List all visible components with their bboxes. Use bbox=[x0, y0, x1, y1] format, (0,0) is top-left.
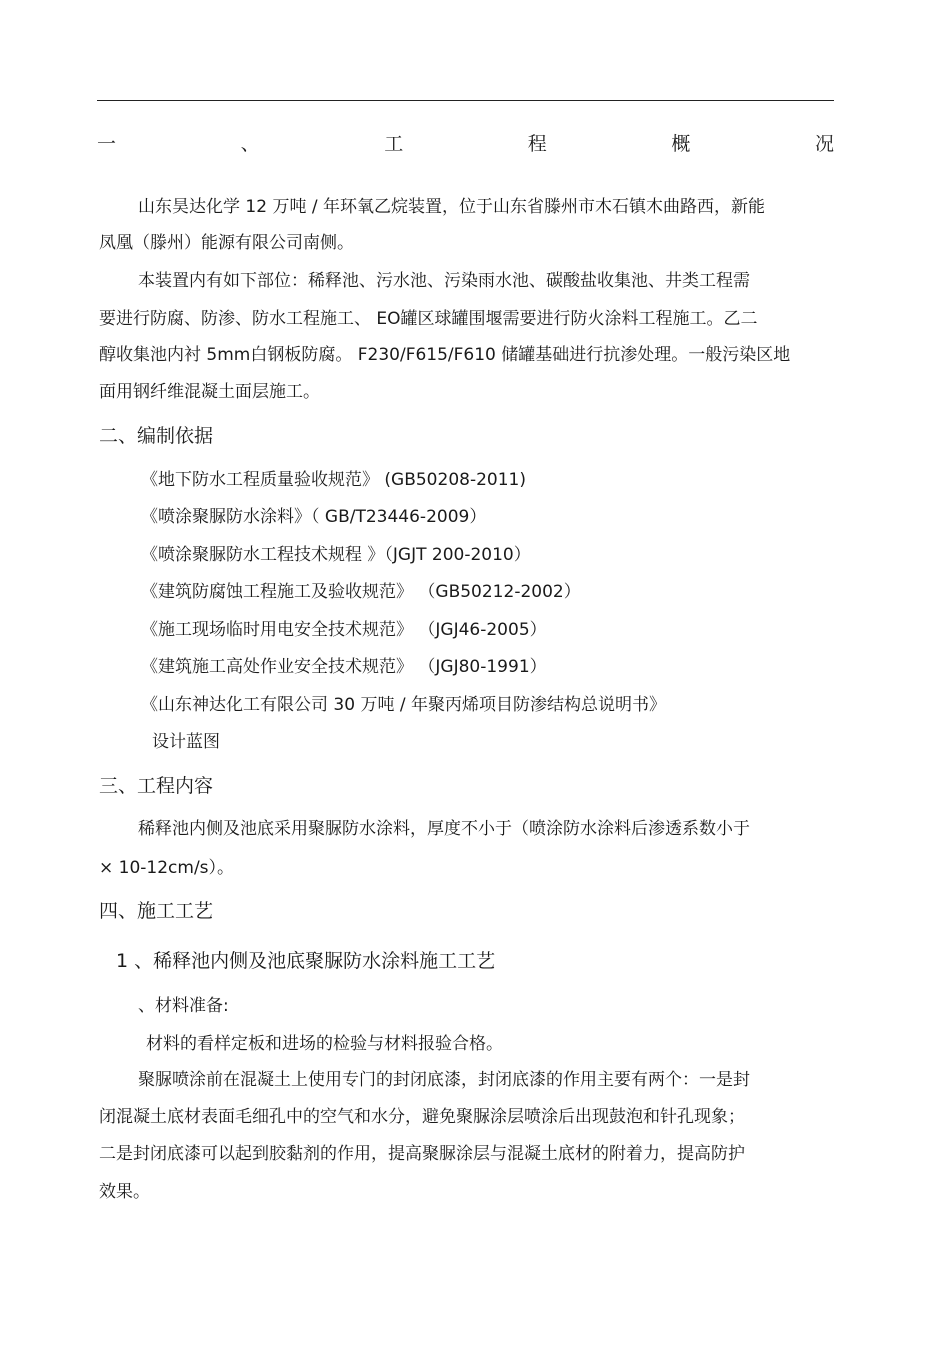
title-char: 概 bbox=[671, 133, 691, 155]
title-char: 况 bbox=[814, 133, 834, 155]
reference-item: 《施工现场临时用电安全技术规范》 （JGJ46-2005） bbox=[141, 620, 547, 640]
primer-line2: 闭混凝土底材表面毛细孔中的空气和水分，避免聚脲涂层喷涂后出现鼓泡和针孔现象； bbox=[99, 1107, 745, 1127]
section4-heading: 四、施工工艺 bbox=[99, 900, 214, 922]
primer-line1: 聚脲喷涂前在混凝土上使用专门的封闭底漆，封闭底漆的作用主要有两个：一是封 bbox=[138, 1070, 750, 1090]
section4-subheading: 1 、稀释池内侧及池底聚脲防水涂料施工工艺 bbox=[116, 950, 496, 972]
para2-line2: 要进行防腐、防渗、防水工程施工、 EO罐区球罐围堰需要进行防火涂料工程施工。乙二 bbox=[99, 309, 758, 329]
title-char: 一 bbox=[97, 133, 117, 155]
para2-line3: 醇收集池内衬 5mm白钢板防腐。 F230/F615/F610 储罐基础进行抗渗处理。一般污染区地 bbox=[99, 345, 791, 365]
para2-line1: 本装置内有如下部位：稀释池、污水池、污染雨水池、碳酸盐收集池、井类工程需 bbox=[138, 271, 750, 291]
section3-heading: 三、工程内容 bbox=[99, 775, 214, 797]
para2-line4: 面用钢纤维混凝土面层施工。 bbox=[99, 382, 320, 402]
reference-item: 《喷涂聚脲防水工程技术规程 》（JGJT 200-2010） bbox=[141, 545, 531, 565]
section3-line1: 稀释池内侧及池底采用聚脲防水涂料，厚度不小于（喷涂防水涂料后渗透系数小于 bbox=[138, 819, 750, 839]
para1-line2: 凤凰（滕州）能源有限公司南侧。 bbox=[99, 233, 354, 253]
section2-heading: 二、编制依据 bbox=[99, 425, 214, 447]
header-rule bbox=[97, 100, 834, 101]
reference-item: 设计蓝图 bbox=[152, 732, 220, 752]
para1-line1: 山东昊达化学 12 万吨 / 年环氧乙烷装置，位于山东省滕州市木石镇木曲路西，新能 bbox=[138, 197, 765, 217]
section3-line2: × 10-12cm/s）。 bbox=[99, 858, 235, 878]
materials-label: 、材料准备: bbox=[138, 996, 229, 1016]
title-char: 、 bbox=[240, 133, 260, 155]
reference-item: 《山东神达化工有限公司 30 万吨 / 年聚丙烯项目防渗结构总说明书》 bbox=[141, 695, 666, 715]
reference-item: 《建筑施工高处作业安全技术规范》 （JGJ80-1991） bbox=[141, 657, 547, 677]
reference-item: 《地下防水工程质量验收规范》 (GB50208-2011) bbox=[141, 470, 526, 490]
title-char: 工 bbox=[384, 133, 404, 155]
section1-title bbox=[97, 132, 834, 156]
title-char: 程 bbox=[527, 133, 547, 155]
reference-item: 《喷涂聚脲防水涂料》（ GB/T23446-2009） bbox=[141, 507, 487, 527]
materials-text: 材料的看样定板和进场的检验与材料报验合格。 bbox=[146, 1034, 503, 1054]
reference-item: 《建筑防腐蚀工程施工及验收规范》 （GB50212-2002） bbox=[141, 582, 581, 602]
primer-line3: 二是封闭底漆可以起到胶黏剂的作用，提高聚脲涂层与混凝土底材的附着力，提高防护 bbox=[99, 1144, 745, 1164]
primer-line4: 效果。 bbox=[99, 1182, 150, 1202]
